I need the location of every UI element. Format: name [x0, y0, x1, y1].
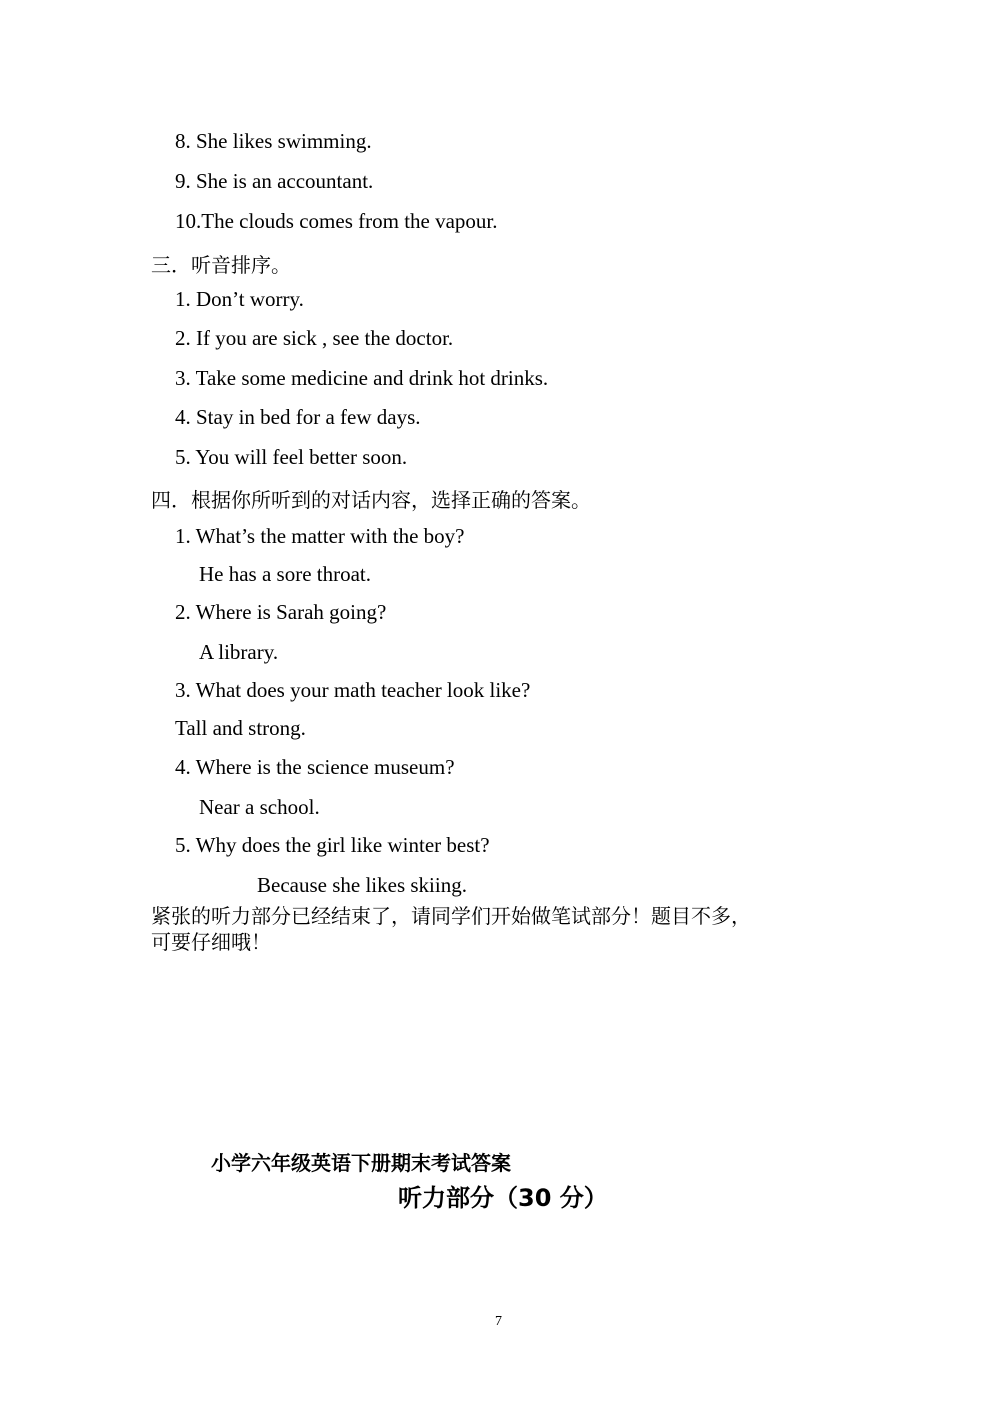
section4-answer-1: He has a sore throat.	[199, 562, 372, 586]
section4-question-4: 4. Where is the science museum?	[175, 755, 455, 779]
section2-item-10: 10.The clouds comes from the vapour.	[175, 209, 498, 233]
section3-item-3: 3. Take some medicine and drink hot drinks.	[175, 366, 549, 390]
section3-item-2: 2. If you are sick , see the doctor.	[175, 326, 454, 350]
section2-item-8: 8. She likes swimming.	[175, 129, 372, 153]
section4-question-3: 3. What does your math teacher look like?	[175, 678, 531, 702]
closing-note-line-2: 可要仔细哦！	[151, 930, 271, 954]
page-number: 7	[495, 1314, 502, 1329]
answer-key-subtitle: 听力部分（30 分）	[398, 1184, 608, 1212]
section3-item-1: 1. Don’t worry.	[175, 287, 304, 311]
section4-answer-3: Tall and strong.	[175, 716, 306, 740]
section4-question-5: 5. Why does the girl like winter best?	[175, 833, 490, 857]
section4-answer-2: A library.	[199, 640, 279, 664]
section3-heading: 三．听音排序。	[151, 253, 291, 277]
section4-question-2: 2. Where is Sarah going?	[175, 600, 387, 624]
section3-item-4: 4. Stay in bed for a few days.	[175, 405, 421, 429]
section4-answer-5: Because she likes skiing.	[257, 873, 467, 897]
answer-key-title: 小学六年级英语下册期末考试答案	[211, 1151, 511, 1175]
closing-note-line-1: 紧张的听力部分已经结束了，请同学们开始做笔试部分！题目不多，	[151, 904, 751, 928]
section4-heading: 四．根据你所听到的对话内容，选择正确的答案。	[151, 488, 591, 512]
section3-item-5: 5. You will feel better soon.	[175, 445, 408, 469]
section4-question-1: 1. What’s the matter with the boy?	[175, 524, 465, 548]
section4-answer-4: Near a school.	[199, 795, 320, 819]
section2-item-9: 9. She is an accountant.	[175, 169, 374, 193]
